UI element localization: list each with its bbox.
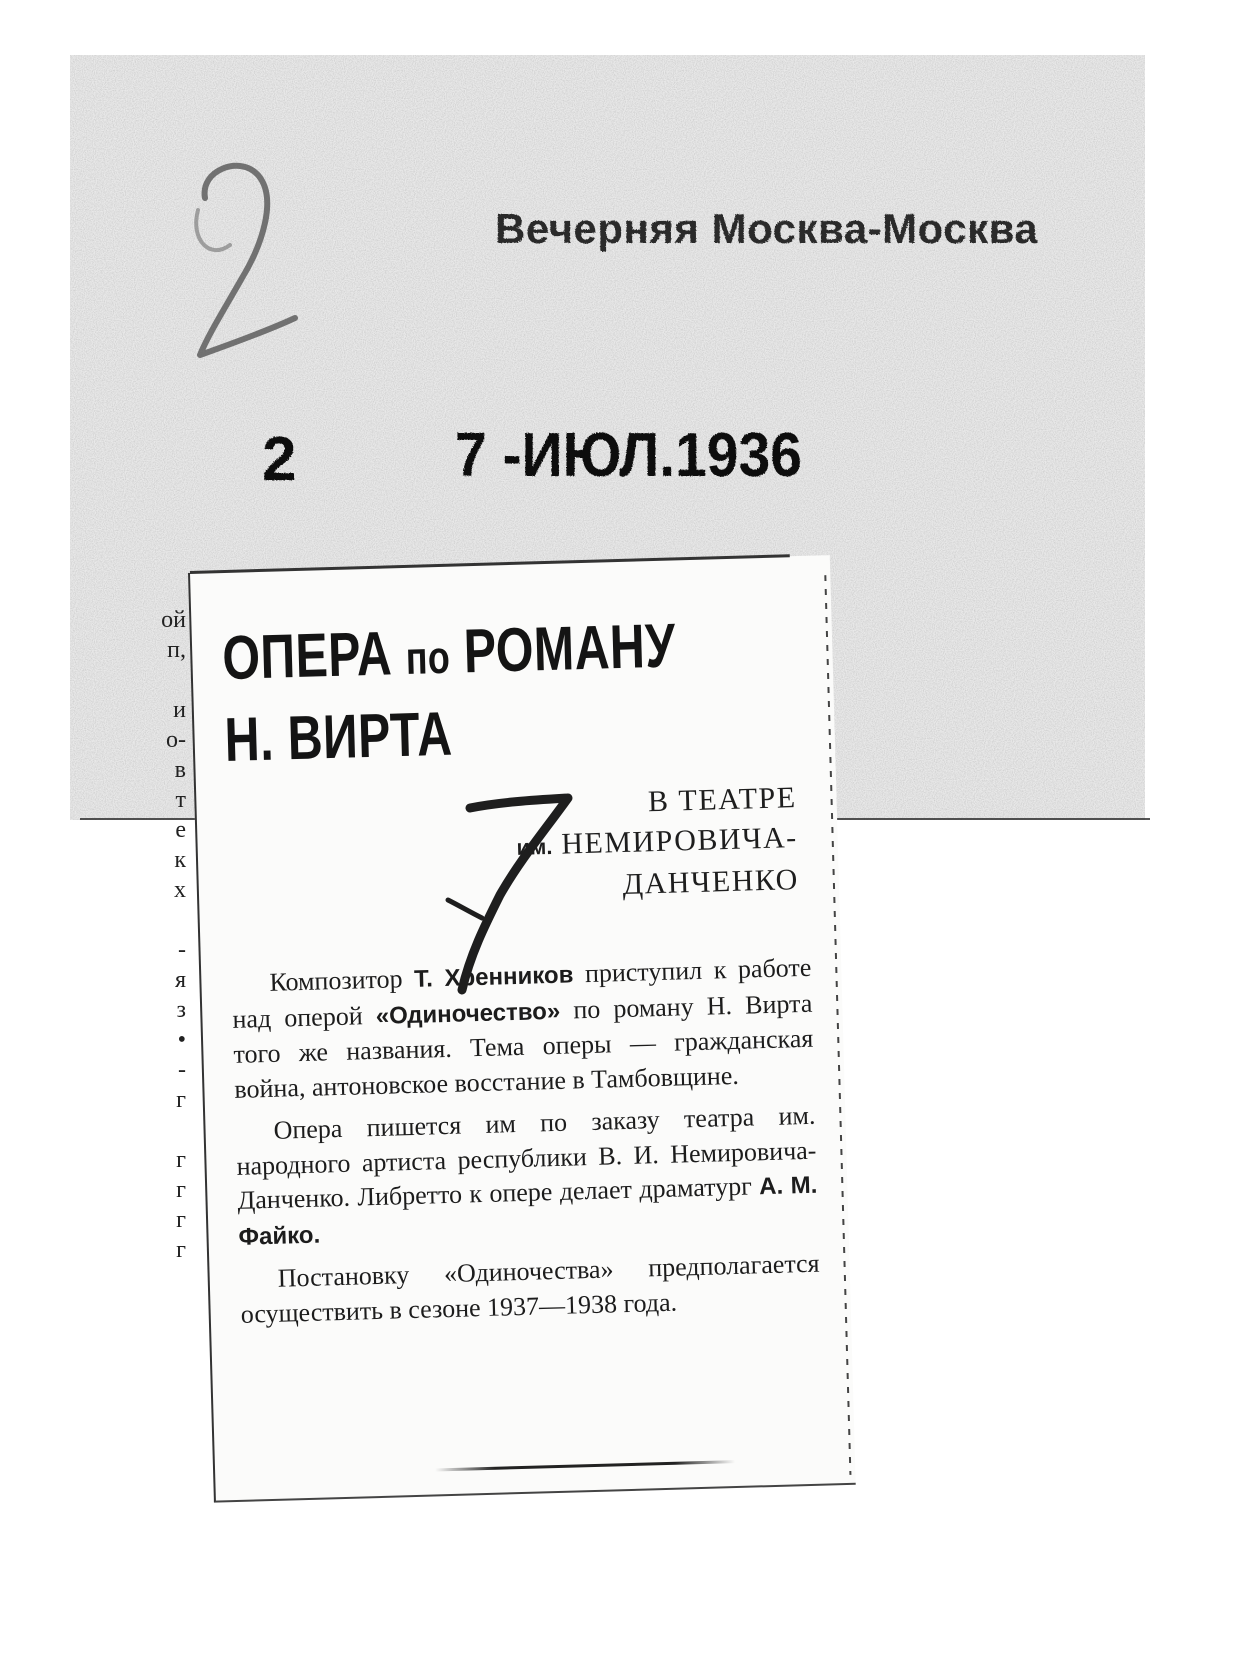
article-body <box>231 951 821 1340</box>
fragment-line: з <box>176 997 186 1023</box>
fragment-line: - <box>178 1057 186 1083</box>
article-paragraph-2 <box>235 1099 819 1255</box>
fragment-line <box>138 905 186 935</box>
paragraph-text: Композитор <box>269 963 415 997</box>
librettist-name: А. М. Файко. <box>238 1171 818 1251</box>
article-headline <box>221 607 693 780</box>
fragment-line: п, <box>167 637 186 663</box>
svg-text:7: 7 <box>0 0 1 1</box>
fragment-line: ой <box>161 607 186 633</box>
subhead-line-3: ДАНЧЕНКО <box>622 863 800 901</box>
composer-name: Т. Хренников <box>413 961 574 993</box>
fragment-line: и <box>173 697 186 723</box>
fragment-line: в <box>174 757 186 783</box>
neighbour-column-fragment <box>138 605 186 1265</box>
subhead-abbrev: им. <box>516 833 553 860</box>
paragraph-text: Опера пишется им по заказу театра им. народного артиста республики В. И. Немировича-Данченко. Либретто к опере делает драматург <box>236 1100 817 1215</box>
newspaper-clipping <box>188 555 856 1503</box>
fragment-line: я <box>174 967 186 993</box>
fragment-line: г <box>176 1207 186 1233</box>
stamp-number: 2 <box>262 425 297 494</box>
headline-line-1 <box>221 607 691 702</box>
article-paragraph-3: Постановку «Одиночества» предполагается осуществить в сезоне 1937—1938 года. <box>240 1248 820 1329</box>
subhead-text: НЕМИРОВИЧА- <box>551 821 799 861</box>
fragment-line: г <box>176 1177 186 1203</box>
fragment-line: о- <box>166 727 186 753</box>
article-paragraph-1 <box>231 951 815 1107</box>
fragment-line: х <box>174 877 186 903</box>
opera-title: «Одиночество» <box>375 997 561 1030</box>
fragment-line: к <box>174 847 186 873</box>
fragment-line: • <box>177 1027 186 1053</box>
paragraph-text: приступил к работе над оперой <box>232 952 812 1034</box>
headline-word: РОМАНУ <box>449 611 677 687</box>
date-stamp: 7 -ИЮЛ.1936 <box>455 421 802 490</box>
fragment-line <box>138 1115 186 1145</box>
headline-word: по <box>405 630 451 684</box>
article-subhead <box>376 778 799 912</box>
headline-line-2: Н. ВИРТА <box>223 699 454 776</box>
paragraph-text: по роману Н. Вирта того же названия. Тема оперы — гражданская война, антоновское восстание в Тамбовщине. <box>233 988 814 1104</box>
clipping-bottom-rule <box>435 1460 735 1471</box>
fragment-line <box>138 665 186 695</box>
fragment-line: г <box>176 1147 186 1173</box>
fragment-line: - <box>178 937 186 963</box>
subhead-line-1: В ТЕАТРЕ <box>647 781 797 819</box>
fragment-line: г <box>176 1237 186 1263</box>
newspaper-name-stamp: Вечерняя Москва-Москва <box>495 205 1039 252</box>
headline-word: ОПЕРА <box>221 618 407 694</box>
fragment-line: г <box>176 1087 186 1113</box>
fragment-line: е <box>175 817 186 843</box>
fragment-line: т <box>175 787 186 813</box>
